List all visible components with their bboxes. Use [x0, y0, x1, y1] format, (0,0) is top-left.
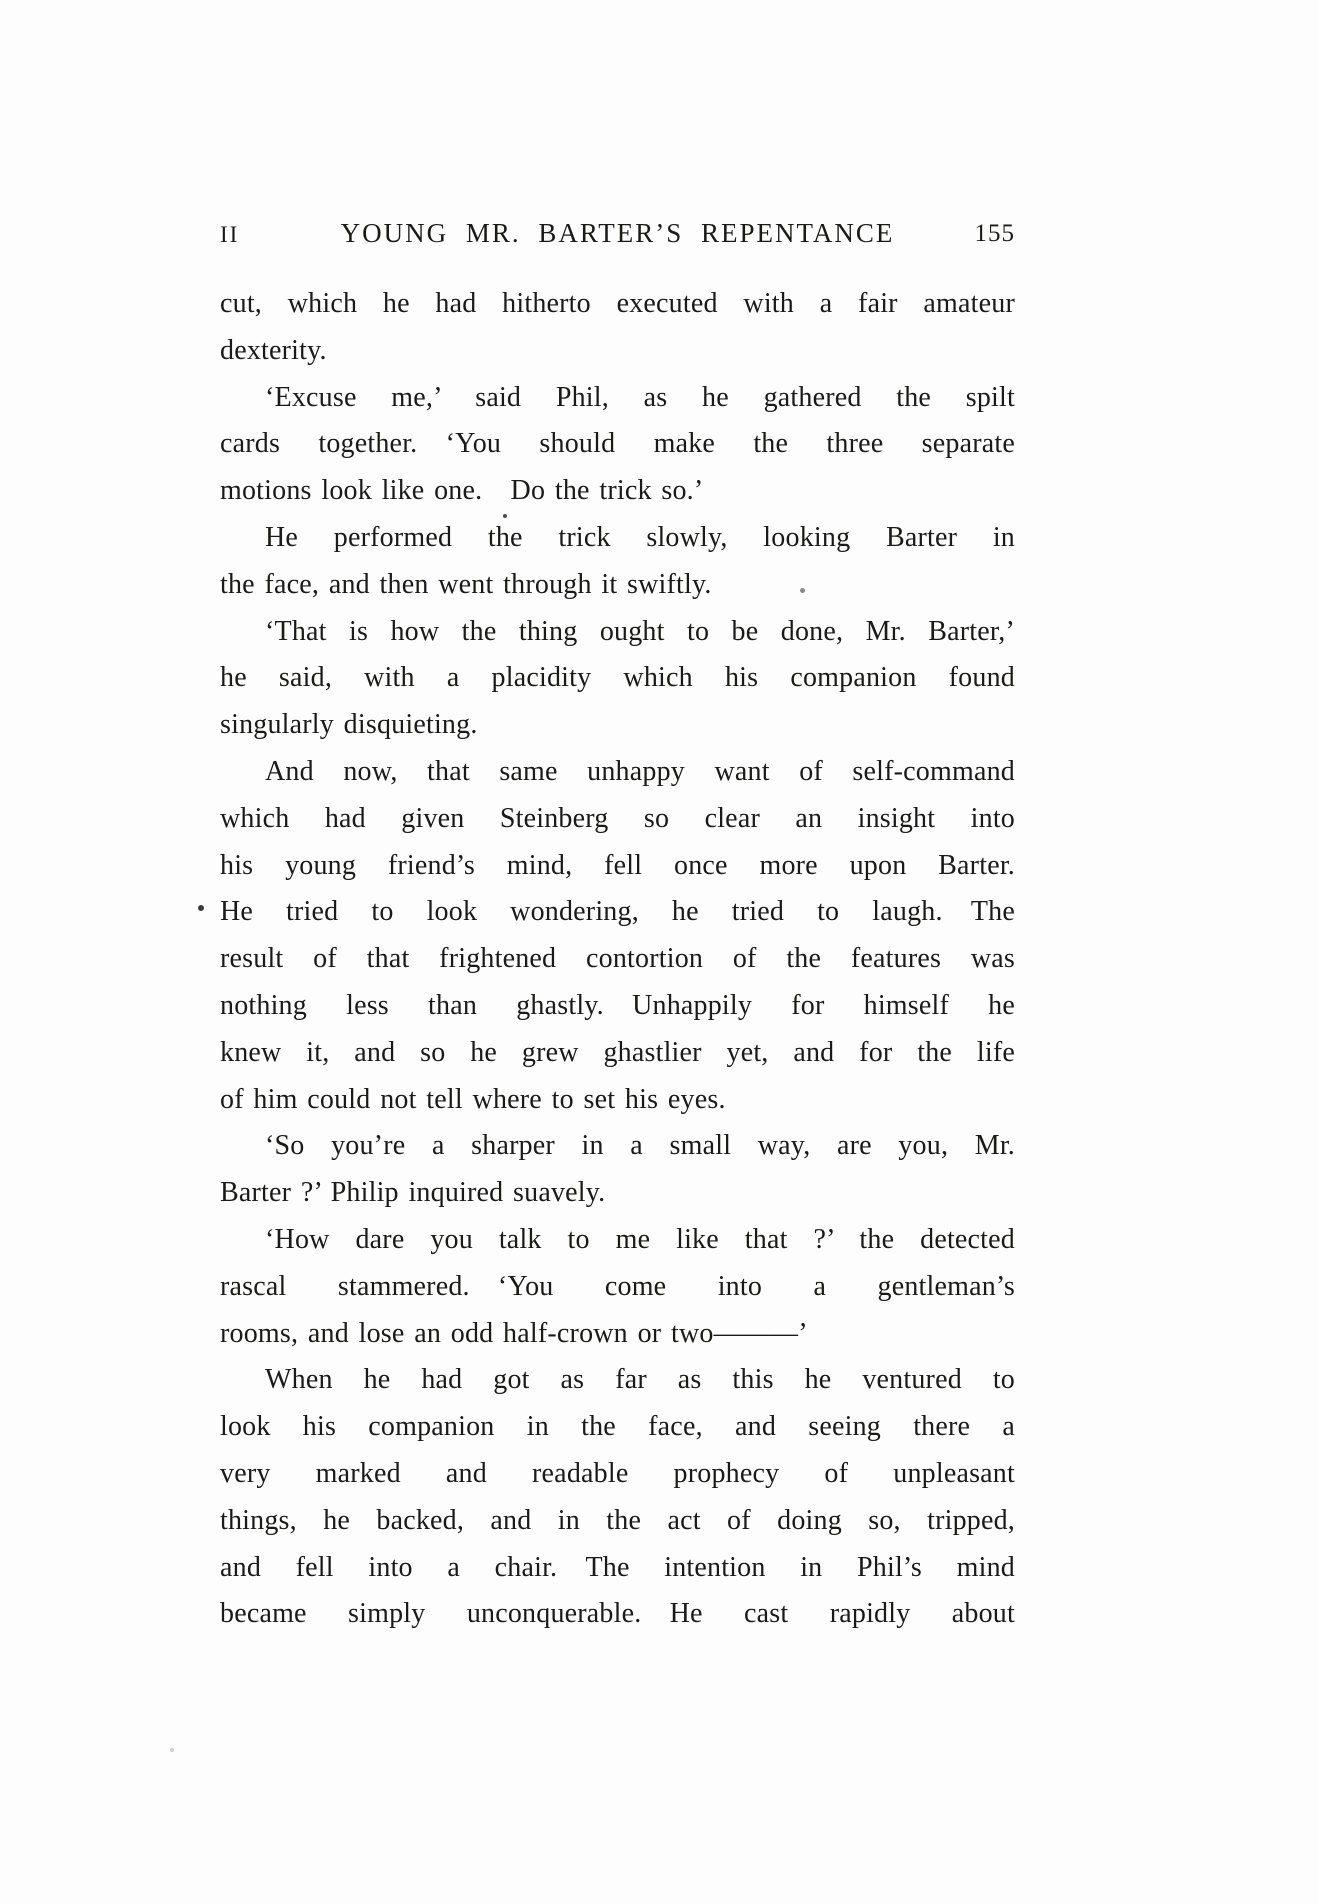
page-text	[220, 281, 1015, 1638]
scan-speck	[503, 514, 507, 518]
text-line: ‘How dare you talk to me like that ?’ the detected	[265, 1223, 1015, 1255]
text-line: He tried to look wondering, he tried to laugh. The	[220, 896, 1015, 928]
text-line: things, he backed, and in the act of doing so, tripped,	[220, 1504, 1015, 1536]
text-line: cut, which he had hitherto executed with a fair amateur	[220, 288, 1015, 319]
scan-speck	[800, 588, 805, 593]
text-line: singularly disquieting.	[220, 709, 478, 741]
text-line: became simply unconquerable. He cast rapidly about	[220, 1598, 1015, 1630]
text-line: the face, and then went through it swiftly.	[220, 568, 712, 600]
text-line: motions look like one. Do the trick so.’	[220, 475, 704, 507]
chapter-number: II	[220, 222, 240, 247]
text-line: look his companion in the face, and seeing there a	[220, 1411, 1015, 1443]
text-line: And now, that same unhappy want of self-command	[265, 755, 1015, 787]
text-line: and fell into a chair. The intention in Phil’s mind	[220, 1551, 1015, 1583]
text-line: rooms, and lose an odd half-crown or two———’	[220, 1317, 808, 1349]
text-line: nothing less than ghastly. Unhappily for himself he	[220, 989, 1015, 1021]
text-line: Barter ?’ Philip inquired suavely.	[220, 1177, 606, 1209]
scan-speck	[170, 1748, 174, 1752]
running-title: YOUNG MR. BARTER’S REPENTANCE	[340, 218, 895, 248]
text-line: ‘So you’re a sharper in a small way, are you, Mr.	[265, 1130, 1015, 1162]
text-line: dexterity.	[220, 334, 327, 366]
text-line: ‘That is how the thing ought to be done, Mr. Barter,’	[265, 615, 1015, 647]
text-line: cards together. ‘You should make the three separate	[220, 428, 1015, 460]
text-line: which had given Steinberg so clear an insight into	[220, 802, 1015, 834]
page-number: 155	[974, 220, 1015, 247]
scan-speck	[198, 905, 204, 911]
text-line: he said, with a placidity which his companion found	[220, 662, 1015, 694]
text-line: very marked and readable prophecy of unpleasant	[220, 1457, 1015, 1489]
text-line: When he had got as far as this he ventured to	[265, 1364, 1015, 1396]
text-line: of him could not tell where to set his eyes.	[220, 1083, 726, 1115]
text-line: ‘Excuse me,’ said Phil, as he gathered the spilt	[265, 381, 1015, 413]
text-line: He performed the trick slowly, looking Barter in	[265, 521, 1015, 553]
running-header	[220, 218, 1015, 252]
text-line: rascal stammered. ‘You come into a gentleman’s	[220, 1270, 1015, 1302]
text-line: his young friend’s mind, fell once more upon Barter.	[220, 849, 1015, 881]
text-line: result of that frightened contortion of the features was	[220, 943, 1015, 975]
text-line: knew it, and so he grew ghastlier yet, and for the life	[220, 1036, 1015, 1068]
